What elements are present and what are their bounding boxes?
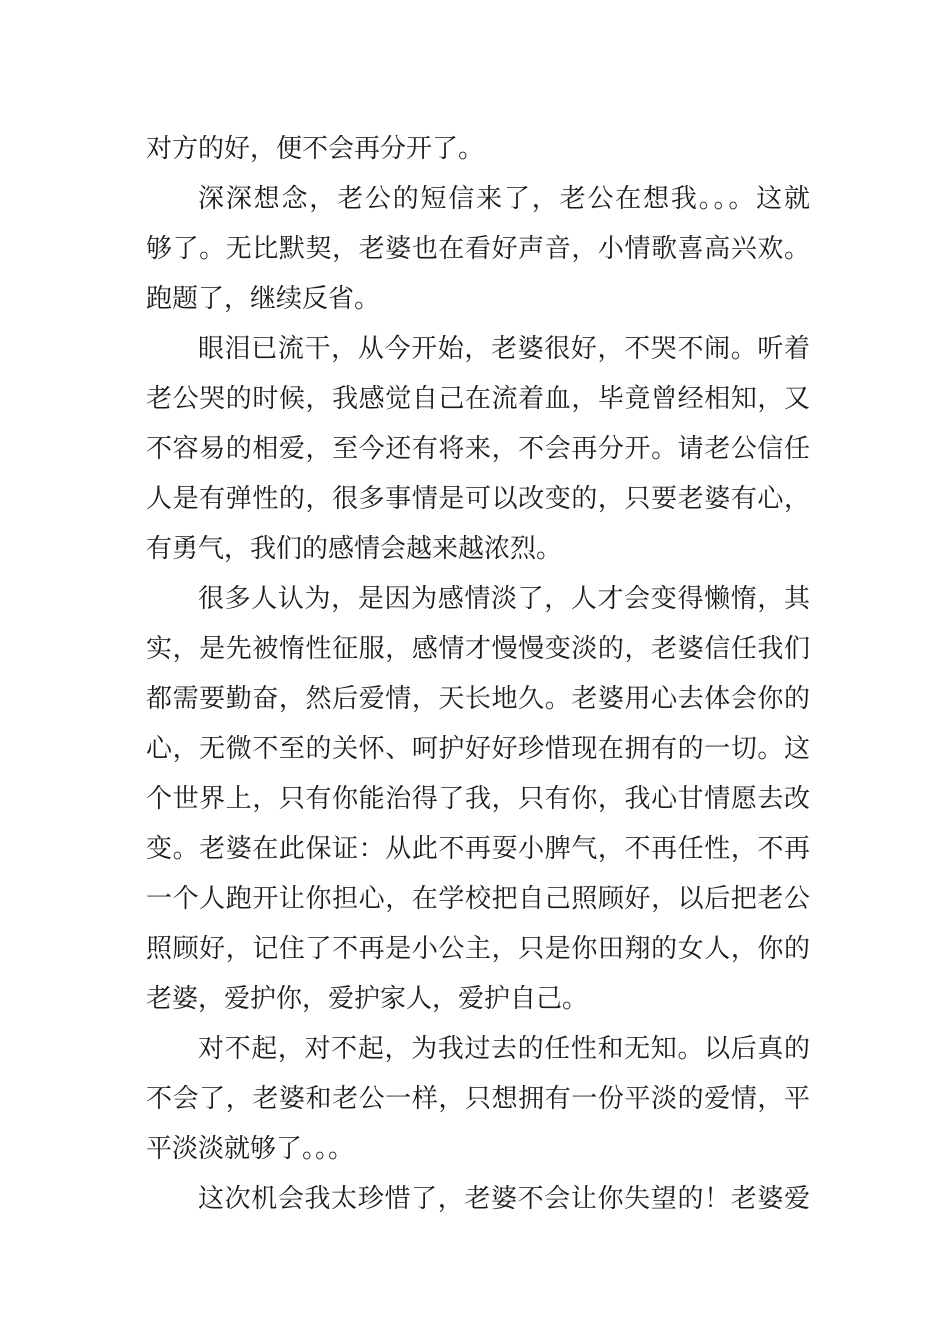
text-line: 个世界上，只有你能治得了我，只有你，我心甘情愿去改 (146, 784, 810, 814)
text-line: 不会了，老婆和老公一样，只想拥有一份平淡的爱情，平 (146, 1084, 810, 1114)
paragraph (146, 1024, 810, 1174)
text-line: 对方的好，便不会再分开了。 (146, 134, 485, 164)
text-line: 对不起，对不起，为我过去的任性和无知。以后真的 (198, 1034, 810, 1064)
text-line: 眼泪已流干，从今开始，老婆很好，不哭不闹。听着 (198, 334, 810, 364)
text-line: 老公哭的时候，我感觉自己在流着血，毕竟曾经相知，又 (146, 384, 810, 414)
text-line: 老婆，爱护你，爱护家人，爱护自己。 (146, 984, 589, 1014)
text-line: 变。老婆在此保证：从此不再耍小脾气，不再任性，不再 (146, 834, 810, 864)
text-line: 人是有弹性的，很多事情是可以改变的，只要老婆有心， (146, 484, 810, 514)
text-line: 深深想念，老公的短信来了，老公在想我。。。这就 (198, 184, 810, 214)
text-line: 不容易的相爱，至今还有将来，不会再分开。请老公信任 (146, 434, 810, 464)
text-line: 平淡淡就够了。。。 (146, 1134, 355, 1164)
text-line: 都需要勤奋，然后爱情，天长地久。老婆用心去体会你的 (146, 684, 810, 714)
text-line: 够了。无比默契，老婆也在看好声音，小情歌喜高兴欢。 (146, 234, 810, 264)
text-line: 照顾好，记住了不再是小公主，只是你田翔的女人，你的 (146, 934, 810, 964)
text-line: 有勇气，我们的感情会越来越浓烈。 (146, 534, 563, 564)
text-line: 这次机会我太珍惜了，老婆不会让你失望的！老婆爱 (198, 1184, 810, 1214)
paragraph (146, 324, 810, 574)
text-line: 心，无微不至的关怀、呵护好好珍惜现在拥有的一切。这 (146, 734, 810, 764)
paragraph (146, 574, 810, 1024)
text-line: 很多人认为，是因为感情淡了，人才会变得懒惰，其 (198, 584, 810, 614)
paragraph (146, 174, 810, 324)
text-line: 实，是先被惰性征服，感情才慢慢变淡的，老婆信任我们 (146, 634, 810, 664)
paragraph (146, 124, 810, 174)
text-line: 跑题了，继续反省。 (146, 284, 381, 314)
text-line: 一个人跑开让你担心，在学校把自己照顾好，以后把老公 (146, 884, 810, 914)
document-body (146, 124, 810, 1224)
paragraph (146, 1174, 810, 1224)
